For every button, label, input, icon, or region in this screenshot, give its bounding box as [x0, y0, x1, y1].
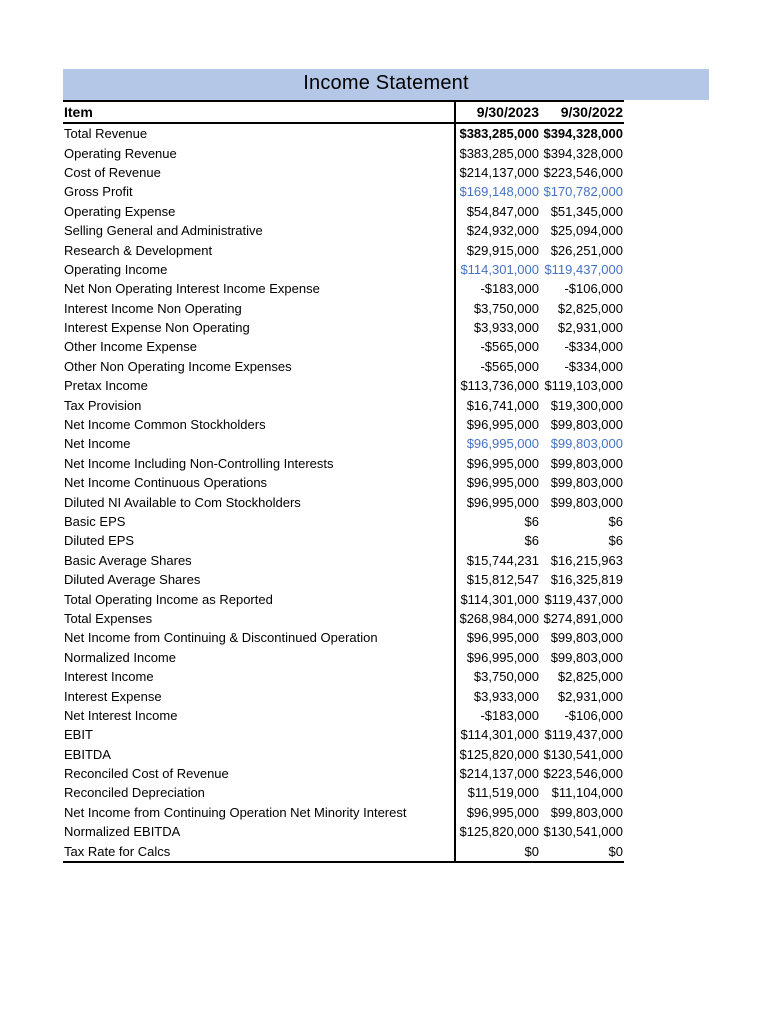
- row-label-cell[interactable]: Net Interest Income: [63, 706, 455, 725]
- value-2022-cell[interactable]: $16,325,819: [550, 572, 623, 588]
- value-2023-cell[interactable]: $96,995,000: [466, 630, 539, 646]
- value-2022-cell[interactable]: $11,104,000: [551, 785, 623, 801]
- table-row: [63, 764, 624, 783]
- row-label-cell[interactable]: Total Expenses: [63, 609, 455, 628]
- row-label-cell[interactable]: Diluted EPS: [63, 531, 455, 550]
- table-row: [63, 803, 624, 822]
- value-2023-cell[interactable]: $15,744,231: [466, 552, 539, 568]
- value-2023-cell[interactable]: $113,736,000: [460, 378, 539, 394]
- value-2022-cell[interactable]: $99,803,000: [550, 455, 623, 471]
- value-2022-cell[interactable]: $26,251,000: [550, 242, 623, 258]
- value-2022-cell[interactable]: $2,931,000: [557, 688, 623, 704]
- row-label-cell[interactable]: Operating Income: [63, 260, 455, 279]
- value-2023-cell[interactable]: $268,984,000: [459, 610, 539, 626]
- table-row: [63, 648, 624, 667]
- value-2023-cell[interactable]: $214,137,000: [459, 766, 539, 782]
- table-row: [63, 531, 624, 550]
- value-2023-cell[interactable]: $6: [524, 514, 539, 529]
- table-row: [63, 783, 624, 802]
- value-2022-cell[interactable]: $119,437,000: [544, 591, 623, 607]
- row-label-cell[interactable]: Diluted NI Available to Com Stockholders: [63, 492, 455, 511]
- table-row: [63, 163, 624, 182]
- row-label-cell[interactable]: Tax Provision: [63, 395, 455, 414]
- value-2023-cell[interactable]: $54,847,000: [466, 203, 539, 219]
- table-row: [63, 395, 624, 414]
- value-2022-cell[interactable]: -$106,000: [564, 707, 623, 723]
- table-row: [63, 415, 624, 434]
- table-row: [63, 376, 624, 395]
- value-2022-cell[interactable]: $25,094,000: [550, 223, 623, 239]
- row-label-cell[interactable]: Interest Expense: [63, 686, 455, 705]
- value-2023-cell[interactable]: $114,301,000: [460, 261, 539, 277]
- value-2023-cell[interactable]: $6: [524, 533, 539, 549]
- value-2023-cell[interactable]: $114,301,000: [460, 727, 539, 743]
- value-2022-cell[interactable]: $394,328,000: [543, 145, 623, 161]
- value-2023-cell[interactable]: $114,301,000: [460, 591, 539, 607]
- value-2023-cell[interactable]: $3,933,000: [473, 320, 539, 336]
- value-2022-cell[interactable]: -$334,000: [564, 358, 623, 374]
- income-statement-table: [63, 100, 624, 863]
- value-2023-cell[interactable]: -$183,000: [480, 281, 539, 297]
- value-2022-cell[interactable]: $119,437,000: [544, 261, 623, 277]
- value-2023-cell[interactable]: -$565,000: [480, 339, 539, 355]
- table-row: [63, 318, 624, 337]
- row-label-cell[interactable]: Operating Expense: [63, 202, 455, 221]
- value-2023-cell[interactable]: $3,750,000: [473, 300, 539, 316]
- value-2023-cell[interactable]: $3,750,000: [473, 669, 539, 685]
- row-label-cell[interactable]: Pretax Income: [63, 376, 455, 395]
- row-label-cell[interactable]: Total Operating Income as Reported: [63, 589, 455, 608]
- table-row: [63, 551, 624, 570]
- row-label-cell[interactable]: Net Income: [63, 434, 455, 453]
- value-2022-cell[interactable]: $99,803,000: [550, 494, 623, 510]
- value-2023-cell[interactable]: $15,812,547: [466, 572, 539, 588]
- value-2023-cell[interactable]: $96,995,000: [466, 494, 539, 510]
- column-header-item[interactable]: Item: [63, 101, 455, 123]
- value-2022-cell[interactable]: -$106,000: [564, 281, 623, 297]
- value-2023-cell[interactable]: $125,820,000: [459, 824, 539, 840]
- table-row: [63, 299, 624, 318]
- value-2023-cell[interactable]: $125,820,000: [459, 746, 539, 762]
- row-label-cell[interactable]: Diluted Average Shares: [63, 570, 455, 589]
- table-row: [63, 454, 624, 473]
- row-label-cell[interactable]: Total Revenue: [63, 123, 455, 143]
- row-label-cell[interactable]: Operating Revenue: [63, 143, 455, 162]
- table-row: [63, 473, 624, 492]
- value-2023-cell[interactable]: -$565,000: [480, 358, 539, 374]
- value-2022-cell[interactable]: $0: [608, 843, 623, 859]
- table-row: [63, 434, 624, 453]
- value-2023-cell[interactable]: $96,995,000: [466, 649, 539, 665]
- table-row: [63, 706, 624, 725]
- row-label-cell[interactable]: Reconciled Depreciation: [63, 783, 455, 802]
- row-label-cell[interactable]: Net Income Continuous Operations: [63, 473, 455, 492]
- table-row: [63, 686, 624, 705]
- row-label-cell[interactable]: Net Non Operating Interest Income Expense: [63, 279, 455, 298]
- table-row: [63, 725, 624, 744]
- value-2022-cell[interactable]: $2,931,000: [557, 320, 623, 336]
- value-2022-cell[interactable]: $6: [608, 533, 623, 549]
- table-row: [63, 589, 624, 608]
- value-2022-cell[interactable]: $19,300,000: [550, 397, 623, 413]
- row-label-cell[interactable]: Tax Rate for Calcs: [63, 841, 455, 861]
- value-2022-cell[interactable]: $119,103,000: [544, 378, 623, 394]
- value-2022-cell[interactable]: $223,546,000: [543, 164, 623, 180]
- value-2023-cell[interactable]: $96,995,000: [466, 804, 539, 820]
- table-row: [63, 357, 624, 376]
- value-2023-cell[interactable]: $29,915,000: [466, 242, 539, 258]
- row-label-cell[interactable]: EBIT: [63, 725, 455, 744]
- value-2023-cell[interactable]: $383,285,000: [459, 126, 539, 142]
- value-2022-cell[interactable]: $130,541,000: [543, 746, 623, 762]
- row-label-cell[interactable]: Other Non Operating Income Expenses: [63, 357, 455, 376]
- value-2022-cell[interactable]: $51,345,000: [550, 203, 623, 219]
- table-row: [63, 279, 624, 298]
- value-2023-cell[interactable]: $96,995,000: [466, 436, 539, 452]
- row-label-cell[interactable]: Normalized EBITDA: [63, 822, 455, 841]
- header-row: [63, 101, 624, 123]
- value-2022-cell[interactable]: $223,546,000: [543, 766, 623, 782]
- value-2022-cell[interactable]: $394,328,000: [543, 126, 623, 142]
- value-2023-cell[interactable]: $11,519,000: [467, 785, 539, 801]
- value-2022-cell[interactable]: -$334,000: [564, 339, 623, 355]
- table-row: [63, 841, 624, 861]
- value-2022-cell[interactable]: $99,803,000: [550, 475, 623, 491]
- row-label-cell[interactable]: Other Income Expense: [63, 337, 455, 356]
- row-label-cell[interactable]: Interest Expense Non Operating: [63, 318, 455, 337]
- row-label-cell[interactable]: Normalized Income: [63, 648, 455, 667]
- value-2022-cell[interactable]: $99,803,000: [550, 436, 623, 452]
- row-label-cell[interactable]: Net Income Including Non-Controlling Interests: [63, 454, 455, 473]
- value-2022-cell[interactable]: $274,891,000: [543, 610, 623, 626]
- table-row: [63, 240, 624, 259]
- row-label-cell[interactable]: Research & Development: [63, 240, 455, 259]
- table-row: [63, 202, 624, 221]
- table-row: [63, 492, 624, 511]
- row-label-cell[interactable]: Basic EPS: [63, 512, 455, 531]
- value-2023-cell[interactable]: $96,995,000: [466, 475, 539, 491]
- table-row: [63, 628, 624, 647]
- table-row: [63, 123, 624, 143]
- value-2022-cell[interactable]: $6: [608, 514, 623, 529]
- table-row: [63, 667, 624, 686]
- table-row: [63, 260, 624, 279]
- row-label-cell[interactable]: Net Income from Continuing & Discontinued Operation: [63, 628, 455, 647]
- value-2023-cell[interactable]: $96,995,000: [466, 455, 539, 471]
- value-2023-cell[interactable]: $16,741,000: [466, 397, 539, 413]
- value-2022-cell[interactable]: $99,803,000: [550, 804, 623, 820]
- table-row: [63, 221, 624, 240]
- table-row: [63, 337, 624, 356]
- table-row: [63, 745, 624, 764]
- value-2023-cell[interactable]: -$183,000: [480, 707, 539, 723]
- column-header-2022[interactable]: 9/30/2022: [560, 103, 623, 120]
- value-2022-cell[interactable]: $99,803,000: [550, 649, 623, 665]
- column-header-2023[interactable]: 9/30/2023: [476, 103, 539, 120]
- row-label-cell[interactable]: Interest Income Non Operating: [63, 299, 455, 318]
- row-label-cell[interactable]: Gross Profit: [63, 182, 455, 201]
- value-2022-cell[interactable]: $130,541,000: [543, 824, 623, 840]
- table-row: [63, 512, 624, 531]
- value-2022-cell[interactable]: $99,803,000: [550, 417, 623, 433]
- value-2023-cell[interactable]: $214,137,000: [459, 164, 539, 180]
- value-2023-cell[interactable]: $383,285,000: [459, 145, 539, 161]
- value-2022-cell[interactable]: $2,825,000: [557, 300, 623, 316]
- value-2023-cell[interactable]: $169,148,000: [459, 184, 539, 200]
- row-label-cell[interactable]: Basic Average Shares: [63, 551, 455, 570]
- row-label-cell[interactable]: Cost of Revenue: [63, 163, 455, 182]
- table-row: [63, 143, 624, 162]
- table-row: [63, 609, 624, 628]
- value-2022-cell[interactable]: $99,803,000: [550, 630, 623, 646]
- row-label-cell[interactable]: Reconciled Cost of Revenue: [63, 764, 455, 783]
- value-2023-cell[interactable]: $0: [524, 843, 539, 859]
- value-2022-cell[interactable]: $2,825,000: [557, 669, 623, 685]
- table-row: [63, 570, 624, 589]
- value-2022-cell[interactable]: $16,215,963: [550, 552, 623, 568]
- value-2023-cell[interactable]: $96,995,000: [466, 417, 539, 433]
- table-row: [63, 822, 624, 841]
- row-label-cell[interactable]: EBITDA: [63, 745, 455, 764]
- sheet-title: Income Statement: [303, 72, 469, 94]
- value-2022-cell[interactable]: $119,437,000: [544, 727, 623, 743]
- value-2022-cell[interactable]: $170,782,000: [543, 184, 623, 200]
- value-2023-cell[interactable]: $24,932,000: [466, 223, 539, 239]
- row-label-cell[interactable]: Net Income Common Stockholders: [63, 415, 455, 434]
- row-label-cell[interactable]: Net Income from Continuing Operation Net Minority Interest: [63, 803, 455, 822]
- value-2023-cell[interactable]: $3,933,000: [473, 688, 539, 704]
- row-label-cell[interactable]: Selling General and Administrative: [63, 221, 455, 240]
- table-row: [63, 182, 624, 201]
- row-label-cell[interactable]: Interest Income: [63, 667, 455, 686]
